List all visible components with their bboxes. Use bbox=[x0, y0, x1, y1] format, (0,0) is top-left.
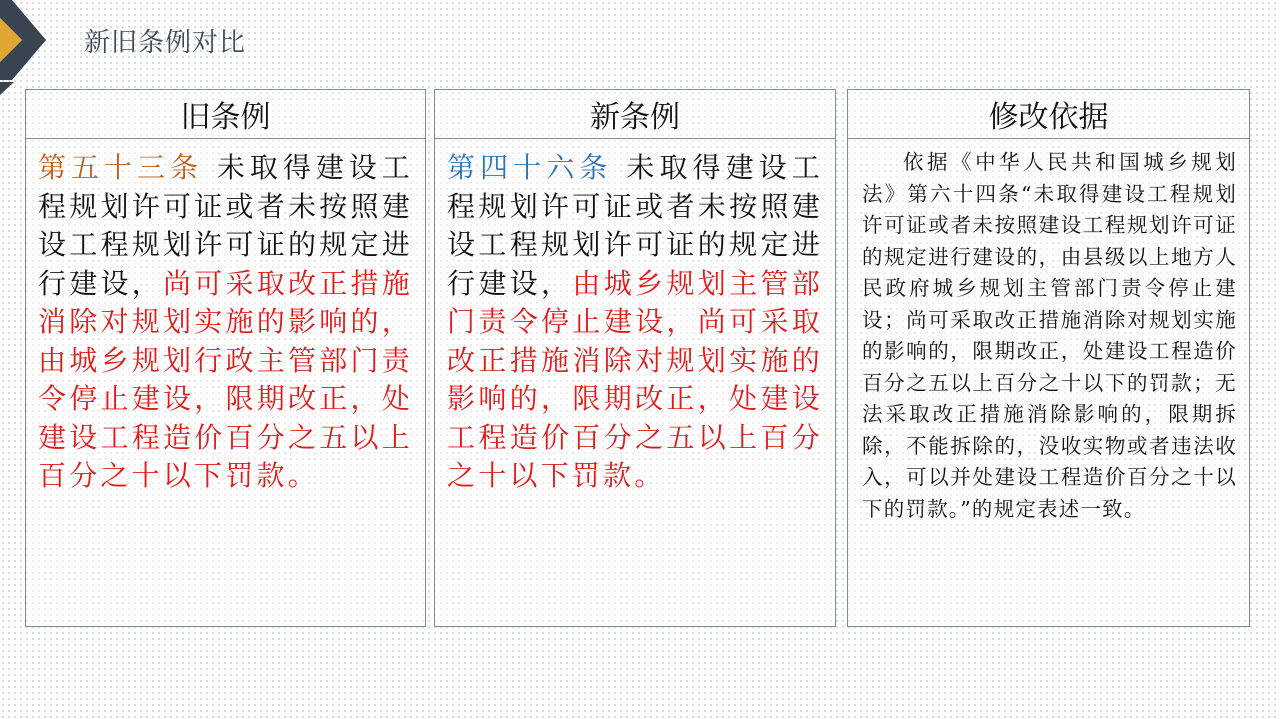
amendment-basis-heading: 修改依据 bbox=[848, 90, 1249, 139]
old-regulation-body bbox=[26, 139, 425, 496]
new-regulation-body bbox=[435, 139, 835, 496]
amendment-basis-text: 依据《中华人民共和国城乡规划法》第六十四条“未取得建设工程规划许可证或者未按照建设工程规划许可证的规定进行建设的，由县级以上地方人民政府城乡规划主管部门责令停止建设；尚可采取改正措施消除对规划实施的影响的，限期改正，处建设工程造价百分之五以上百分之十以下的罚款；无法采取改正措施消除影响的，限期拆除，不能拆除的，没收实物或者违法收入，可以并处建设工程造价百分之十以下的罚款。”的规定表述一致。 bbox=[862, 150, 1237, 521]
new-regulation-text bbox=[447, 149, 823, 496]
chevron-logo-icon bbox=[0, 0, 50, 95]
old-article-number: 第五十三条 bbox=[38, 151, 203, 184]
new-article-text: 未取得建设工程规划许可证或者未按照建设工程规划许可证的规定进行建设， bbox=[447, 151, 823, 300]
new-article-highlight: 由城乡规划主管部门责令停止建设，尚可采取改正措施消除对规划实施的影响的，限期改正，处建设工程造价百分之五以上百分之十以下罚款。 bbox=[447, 266, 823, 492]
amendment-basis-body bbox=[848, 139, 1249, 525]
page-title: 新旧条例对比 bbox=[84, 28, 247, 58]
old-article-highlight: 尚可采取改正措施消除对规划实施的影响的，由城乡规划行政主管部门责令停止建设，限期改正，处建设工程造价百分之五以上百分之十以下罚款。 bbox=[38, 266, 413, 492]
new-regulation-heading: 新条例 bbox=[435, 90, 835, 139]
old-regulation-text bbox=[38, 149, 413, 496]
new-article-number: 第四十六条 bbox=[447, 151, 613, 184]
old-regulation-panel bbox=[25, 89, 426, 627]
old-regulation-heading: 旧条例 bbox=[26, 90, 425, 139]
new-regulation-panel bbox=[434, 89, 836, 627]
old-article-text: 未取得建设工程规划许可证或者未按照建设工程规划许可证的规定进行建设， bbox=[38, 151, 413, 300]
amendment-basis-panel bbox=[847, 89, 1250, 627]
